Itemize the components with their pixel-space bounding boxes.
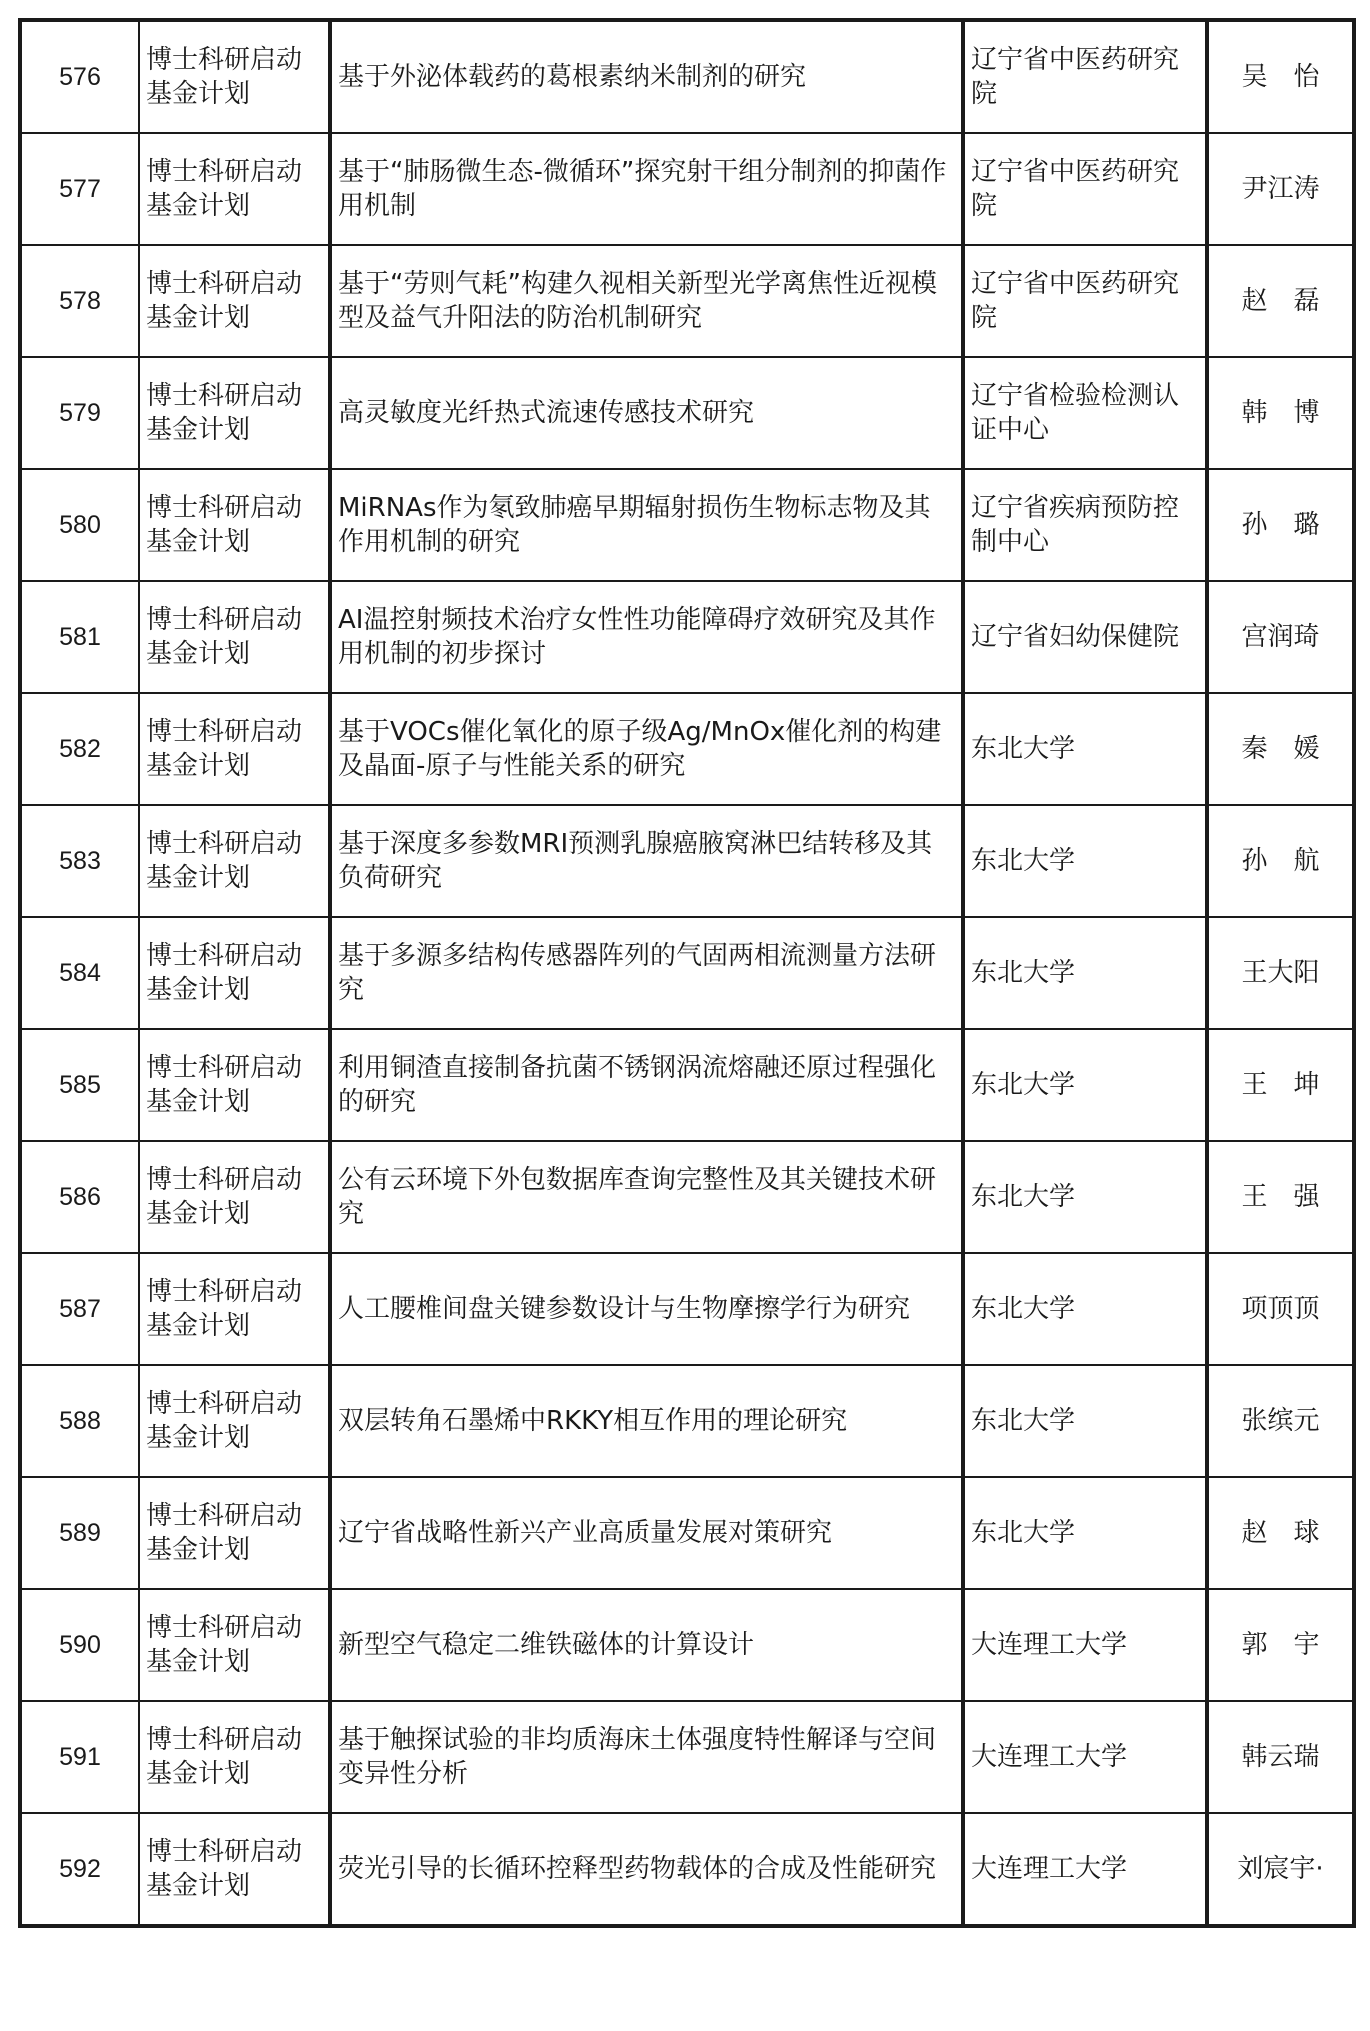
plan-name-cell: 博士科研启动基金计划 [139, 469, 330, 581]
table-row [20, 1589, 1354, 1701]
row-number-cell: 578 [20, 245, 139, 357]
plan-name-cell: 博士科研启动基金计划 [139, 1813, 330, 1926]
organization-cell: 辽宁省妇幼保健院 [963, 581, 1207, 693]
organization-cell: 辽宁省疾病预防控制中心 [963, 469, 1207, 581]
organization-cell: 东北大学 [963, 1029, 1207, 1141]
table-row [20, 133, 1354, 245]
project-table [18, 18, 1356, 1928]
row-number-cell: 585 [20, 1029, 139, 1141]
plan-name-cell: 博士科研启动基金计划 [139, 917, 330, 1029]
table-row [20, 693, 1354, 805]
plan-name-cell: 博士科研启动基金计划 [139, 1253, 330, 1365]
principal-investigator-cell: 郭 宇 [1207, 1589, 1354, 1701]
principal-investigator-cell: 王 强 [1207, 1141, 1354, 1253]
organization-cell: 东北大学 [963, 1365, 1207, 1477]
principal-investigator-cell: 王 坤 [1207, 1029, 1354, 1141]
project-title-cell: 人工腰椎间盘关键参数设计与生物摩擦学行为研究 [330, 1253, 963, 1365]
row-number-cell: 590 [20, 1589, 139, 1701]
project-table-body [20, 20, 1354, 1926]
plan-name-cell: 博士科研启动基金计划 [139, 1141, 330, 1253]
project-title-cell: 基于多源多结构传感器阵列的气固两相流测量方法研究 [330, 917, 963, 1029]
project-title-cell: 基于外泌体载药的葛根素纳米制剂的研究 [330, 20, 963, 133]
project-title-cell: AI温控射频技术治疗女性性功能障碍疗效研究及其作用机制的初步探讨 [330, 581, 963, 693]
organization-cell: 东北大学 [963, 1141, 1207, 1253]
row-number-cell: 592 [20, 1813, 139, 1926]
project-title-cell: 基于VOCs催化氧化的原子级Ag/MnOx催化剂的构建及晶面-原子与性能关系的研究 [330, 693, 963, 805]
project-title-cell: 辽宁省战略性新兴产业高质量发展对策研究 [330, 1477, 963, 1589]
row-number-cell: 584 [20, 917, 139, 1029]
table-row [20, 20, 1354, 133]
row-number-cell: 576 [20, 20, 139, 133]
table-row [20, 805, 1354, 917]
principal-investigator-cell: 赵 磊 [1207, 245, 1354, 357]
row-number-cell: 583 [20, 805, 139, 917]
row-number-cell: 589 [20, 1477, 139, 1589]
principal-investigator-cell: 韩云瑞 [1207, 1701, 1354, 1813]
principal-investigator-cell: 宫润琦 [1207, 581, 1354, 693]
project-title-cell: 基于触探试验的非均质海床土体强度特性解译与空间变异性分析 [330, 1701, 963, 1813]
plan-name-cell: 博士科研启动基金计划 [139, 581, 330, 693]
plan-name-cell: 博士科研启动基金计划 [139, 693, 330, 805]
principal-investigator-cell: 韩 博 [1207, 357, 1354, 469]
principal-investigator-cell: 孙 航 [1207, 805, 1354, 917]
organization-cell: 辽宁省中医药研究院 [963, 20, 1207, 133]
organization-cell: 东北大学 [963, 1477, 1207, 1589]
principal-investigator-cell: 项顶顶 [1207, 1253, 1354, 1365]
row-number-cell: 586 [20, 1141, 139, 1253]
organization-cell: 东北大学 [963, 805, 1207, 917]
plan-name-cell: 博士科研启动基金计划 [139, 1477, 330, 1589]
organization-cell: 东北大学 [963, 917, 1207, 1029]
principal-investigator-cell: 吴 怡 [1207, 20, 1354, 133]
project-title-cell: 基于“肺肠微生态-微循环”探究射干组分制剂的抑菌作用机制 [330, 133, 963, 245]
table-row [20, 581, 1354, 693]
plan-name-cell: 博士科研启动基金计划 [139, 133, 330, 245]
project-title-cell: 双层转角石墨烯中RKKY相互作用的理论研究 [330, 1365, 963, 1477]
plan-name-cell: 博士科研启动基金计划 [139, 1029, 330, 1141]
plan-name-cell: 博士科研启动基金计划 [139, 805, 330, 917]
plan-name-cell: 博士科研启动基金计划 [139, 357, 330, 469]
project-title-cell: 基于深度多参数MRI预测乳腺癌腋窝淋巴结转移及其负荷研究 [330, 805, 963, 917]
principal-investigator-cell: 刘宸宇· [1207, 1813, 1354, 1926]
organization-cell: 辽宁省中医药研究院 [963, 245, 1207, 357]
principal-investigator-cell: 孙 璐 [1207, 469, 1354, 581]
project-title-cell: 利用铜渣直接制备抗菌不锈钢涡流熔融还原过程强化的研究 [330, 1029, 963, 1141]
principal-investigator-cell: 赵 球 [1207, 1477, 1354, 1589]
plan-name-cell: 博士科研启动基金计划 [139, 1701, 330, 1813]
table-row [20, 1701, 1354, 1813]
plan-name-cell: 博士科研启动基金计划 [139, 1589, 330, 1701]
row-number-cell: 577 [20, 133, 139, 245]
project-title-cell: 公有云环境下外包数据库查询完整性及其关键技术研究 [330, 1141, 963, 1253]
table-row [20, 469, 1354, 581]
row-number-cell: 579 [20, 357, 139, 469]
principal-investigator-cell: 张缤元 [1207, 1365, 1354, 1477]
organization-cell: 大连理工大学 [963, 1589, 1207, 1701]
row-number-cell: 591 [20, 1701, 139, 1813]
organization-cell: 东北大学 [963, 1253, 1207, 1365]
project-title-cell: 荧光引导的长循环控释型药物载体的合成及性能研究 [330, 1813, 963, 1926]
table-row [20, 357, 1354, 469]
principal-investigator-cell: 王大阳 [1207, 917, 1354, 1029]
project-title-cell: 新型空气稳定二维铁磁体的计算设计 [330, 1589, 963, 1701]
row-number-cell: 581 [20, 581, 139, 693]
organization-cell: 大连理工大学 [963, 1813, 1207, 1926]
table-row [20, 1253, 1354, 1365]
table-row [20, 917, 1354, 1029]
table-row [20, 245, 1354, 357]
table-row [20, 1365, 1354, 1477]
organization-cell: 东北大学 [963, 693, 1207, 805]
plan-name-cell: 博士科研启动基金计划 [139, 1365, 330, 1477]
project-title-cell: 基于“劳则气耗”构建久视相关新型光学离焦性近视模型及益气升阳法的防治机制研究 [330, 245, 963, 357]
row-number-cell: 587 [20, 1253, 139, 1365]
project-title-cell: MiRNAs作为氡致肺癌早期辐射损伤生物标志物及其作用机制的研究 [330, 469, 963, 581]
organization-cell: 辽宁省中医药研究院 [963, 133, 1207, 245]
row-number-cell: 588 [20, 1365, 139, 1477]
organization-cell: 辽宁省检验检测认证中心 [963, 357, 1207, 469]
plan-name-cell: 博士科研启动基金计划 [139, 20, 330, 133]
table-row [20, 1029, 1354, 1141]
project-title-cell: 高灵敏度光纤热式流速传感技术研究 [330, 357, 963, 469]
principal-investigator-cell: 秦 媛 [1207, 693, 1354, 805]
table-row [20, 1141, 1354, 1253]
principal-investigator-cell: 尹江涛 [1207, 133, 1354, 245]
table-row [20, 1813, 1354, 1926]
row-number-cell: 580 [20, 469, 139, 581]
organization-cell: 大连理工大学 [963, 1701, 1207, 1813]
plan-name-cell: 博士科研启动基金计划 [139, 245, 330, 357]
table-row [20, 1477, 1354, 1589]
row-number-cell: 582 [20, 693, 139, 805]
